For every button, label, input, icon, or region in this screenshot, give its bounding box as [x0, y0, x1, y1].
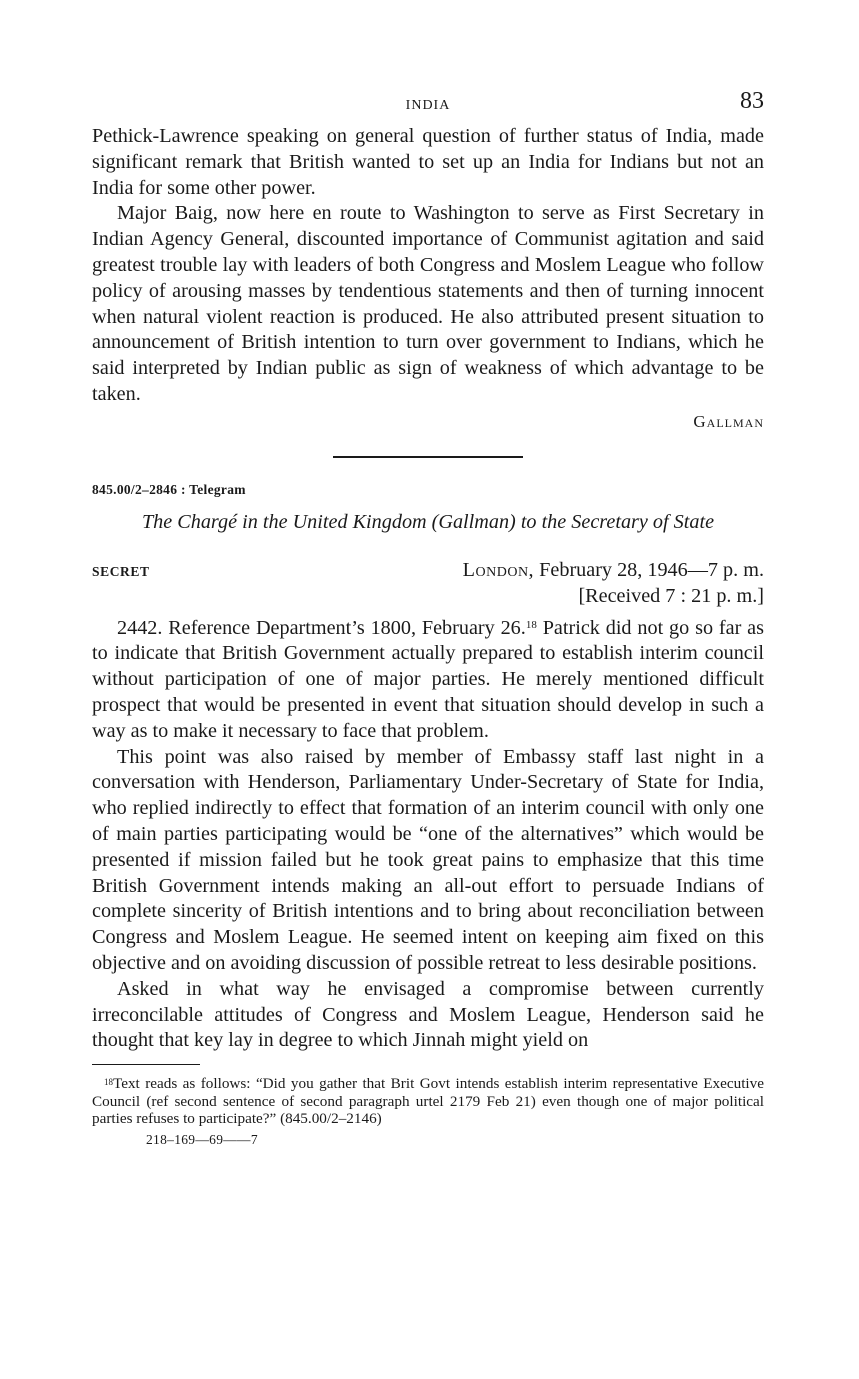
dateline	[92, 558, 764, 610]
footnote	[92, 1075, 764, 1128]
continued-paragraph-1: Pethick-Lawrence speaking on general question of further status of India, made significant remark that British wanted to set up an India for Indians but not an India for some other power.	[92, 125, 764, 199]
section-divider	[333, 456, 523, 458]
telegram-paragraph-2: This point was also raised by member of Embassy staff last night in a conversation with Henderson, Parliamentary Under-Secretary of State for India, who replied indirectly to effect that formation of an interim council with only one of main parties participating would be “one of the alternatives” which would be presented if mission failed but he took great pains to emphasize that this time British Government intends making an all-out effort to persuade Indians of complete sincerity of British intentions and to bring about reconciliation between Congress and Moslem League. He seemed intent on keeping aim fixed on this objective and on avoiding discussion of possible retreat to less desirable positions.	[92, 745, 764, 974]
classification-label: SECRET	[92, 563, 150, 579]
running-title: INDIA	[405, 98, 451, 113]
print-code: 218–169—69——7	[146, 1131, 258, 1147]
received-time: [Received 7 : 21 p. m.]	[578, 584, 764, 607]
file-reference: 845.00/2–2846 : Telegram	[92, 481, 246, 497]
footnote-marker: 18	[104, 1077, 113, 1088]
footnote-divider	[92, 1064, 200, 1065]
document-page	[92, 88, 764, 1148]
document-title: The Chargé in the United Kingdom (Gallman) to the Secretary of State	[141, 510, 715, 533]
paragraph-1-start: 2442. Reference Department’s 1800, February 26.	[117, 616, 526, 639]
running-head	[92, 88, 764, 124]
place-date	[463, 558, 764, 584]
telegram-paragraph-3: Asked in what way he envisaged a compromise between currently irreconcilable attitudes of Congress and Moslem League, Henderson said he thought that key lay in degree to which Jinnah might yield on	[92, 977, 764, 1052]
page-number: 83	[740, 88, 764, 114]
date-time: February 28, 1946—7 p. m.	[539, 558, 764, 581]
telegram-paragraph-1	[92, 616, 764, 745]
telegram-body	[92, 616, 764, 1055]
paragraph-1-rest: Patrick did not go so far as to indicate that British Government actually prepared to establish interim council without participation of one of major parties. He merely mentioned difficult prospect that would be presented in event that situation should develop in such a way as to make it necessary to face that problem.	[92, 616, 764, 742]
continued-paragraph-2: Major Baig, now here en route to Washington to serve as First Secretary in Indian Agency General, discounted importance of Communist agitation and said greatest trouble lay with leaders of both Congress and Moslem League who follow policy of arousing masses by tendentious statements and then of turning innocent when natural violent reaction is produced. He also attributed present situation to announcement of British intention to turn over government to Indians, which he said interpreted by Indian public as sign of weakness of which advantage to be taken.	[92, 202, 764, 405]
footnote-text: Text reads as follows: “Did you gather that Brit Govt intends establish interim representative Executive Council (ref second sentence of second paragraph urtel 2179 Feb 21) even though one of major political parties refuses to participate?” (845.00/2–2146)	[92, 1075, 764, 1128]
signature: Gallman	[693, 411, 764, 431]
footnote-reference: 18	[525, 618, 537, 631]
place-name: London,	[462, 558, 535, 581]
